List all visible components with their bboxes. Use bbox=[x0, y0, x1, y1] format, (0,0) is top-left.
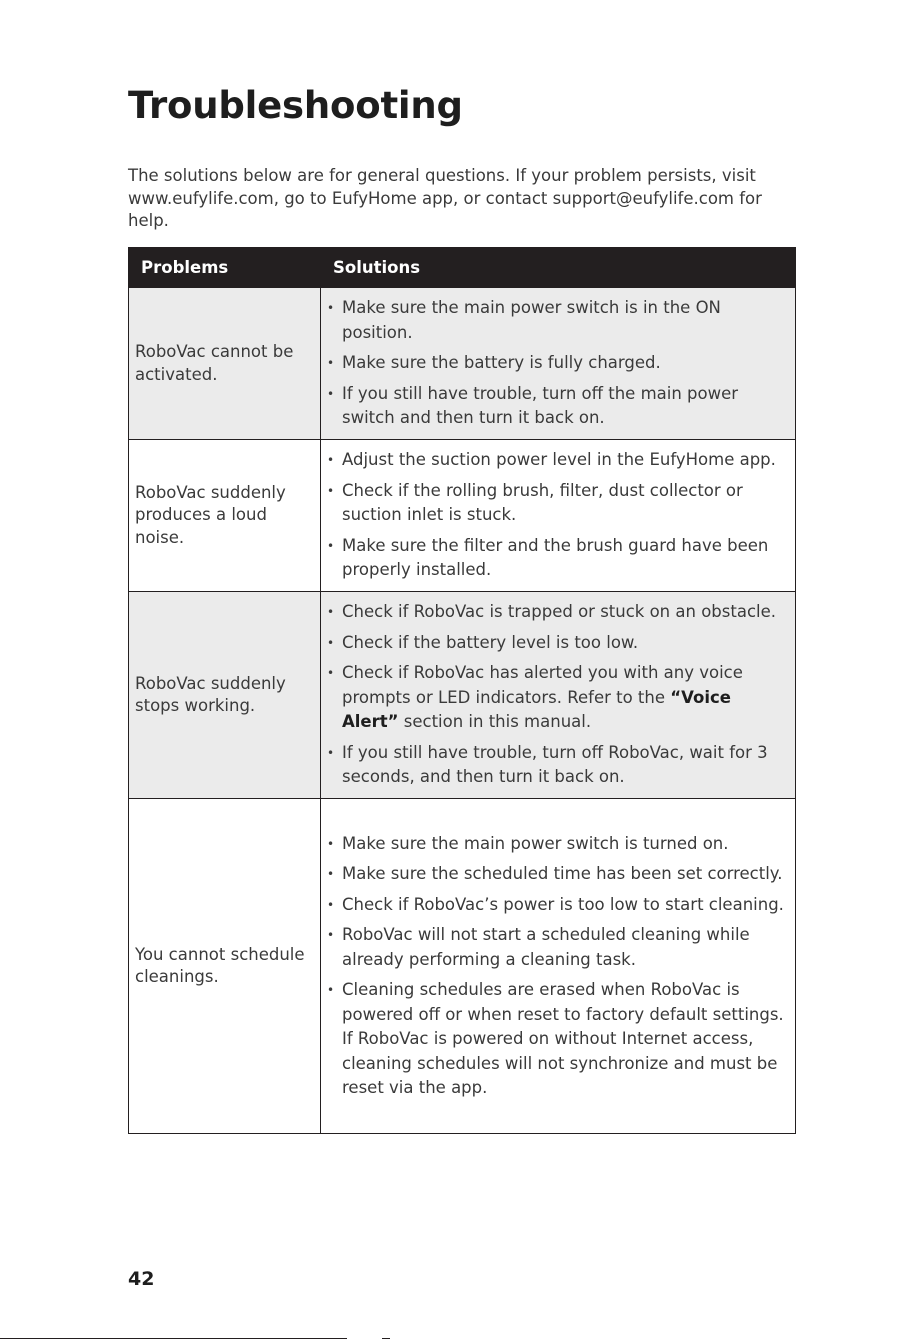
bullet-icon: • bbox=[327, 745, 335, 760]
bullet-icon: • bbox=[327, 538, 335, 553]
solution-item: • Make sure the main power switch is in the ON position. bbox=[327, 298, 721, 342]
solution-item: • If you still have trouble, turn off the main power switch and then turn it back on. bbox=[327, 383, 739, 428]
solution-list bbox=[327, 600, 789, 790]
solutions-cell bbox=[321, 440, 796, 592]
solution-list bbox=[327, 832, 789, 1101]
bullet-icon: • bbox=[327, 605, 335, 620]
voice-alert-reference: “Voice Alert” bbox=[342, 687, 731, 732]
bullet-icon: • bbox=[327, 867, 335, 881]
problem-cell: RoboVac suddenly stops working. bbox=[129, 592, 321, 799]
header-problems: Problems bbox=[129, 248, 321, 288]
problem-cell: RoboVac cannot be activated. bbox=[129, 288, 321, 440]
intro-paragraph: The solutions below are for general questions. If your problem persists, visit www.eufylife.com, go to EufyHome app, or contact support@eufylife.com for help. bbox=[128, 166, 762, 230]
solution-item: • Check if the rolling brush, filter, dust collector or suction inlet is stuck. bbox=[327, 480, 743, 525]
solutions-cell bbox=[321, 799, 796, 1134]
solution-item: • Make sure the filter and the brush guard have been properly installed. bbox=[327, 535, 769, 580]
bullet-icon: • bbox=[327, 928, 335, 942]
solution-item: • If you still have trouble, turn off RoboVac, wait for 3 seconds, and then turn it back on. bbox=[327, 742, 768, 787]
solutions-cell bbox=[321, 288, 796, 440]
table-row bbox=[129, 440, 796, 592]
bullet-icon: • bbox=[327, 301, 335, 316]
solutions-cell bbox=[321, 592, 796, 799]
header-solutions: Solutions bbox=[321, 248, 796, 288]
bullet-icon: • bbox=[327, 356, 335, 371]
page-number: 42 bbox=[128, 1268, 155, 1290]
table-row bbox=[129, 288, 796, 440]
bullet-icon: • bbox=[327, 836, 335, 851]
table-header-row bbox=[129, 248, 796, 288]
solution-item: • Check if RoboVac’s power is too low to start cleaning. bbox=[327, 893, 789, 918]
solution-item: • Adjust the suction power level in the EufyHome app. bbox=[327, 448, 789, 473]
solution-item: • Check if RoboVac has alerted you with any voice prompts or LED indicators. Refer to the “Voice Alert” section in this manual. bbox=[327, 663, 743, 732]
bullet-icon: • bbox=[327, 453, 335, 468]
bullet-icon: • bbox=[327, 635, 335, 650]
troubleshooting-table bbox=[128, 247, 796, 1134]
footer-mark bbox=[382, 1338, 390, 1339]
solution-item: • Make sure the scheduled time has been set correctly. bbox=[327, 862, 789, 887]
footer-rule bbox=[0, 1338, 347, 1339]
solution-item: • Make sure the battery is fully charged. bbox=[327, 351, 789, 376]
page-title: Troubleshooting bbox=[128, 84, 463, 127]
solution-item: • Check if RoboVac is trapped or stuck on an obstacle. bbox=[327, 600, 789, 625]
bullet-icon: • bbox=[327, 666, 335, 681]
solution-item: • Check if the battery level is too low. bbox=[327, 631, 789, 656]
solution-list bbox=[327, 448, 789, 583]
table-row bbox=[129, 799, 796, 1134]
bullet-icon: • bbox=[327, 897, 335, 912]
problem-cell: RoboVac suddenly produces a loud noise. bbox=[129, 440, 321, 592]
solution-item: • Cleaning schedules are erased when RoboVac is powered off or when reset to factory default settings. If RoboVac is powered on without Internet access, cleaning schedules will not synchronize and must be reset via the app. bbox=[327, 980, 784, 1097]
solution-item: • Make sure the main power switch is turned on. bbox=[327, 832, 789, 857]
bullet-icon: • bbox=[327, 386, 335, 401]
problem-cell: You cannot schedule cleanings. bbox=[129, 799, 321, 1134]
bullet-icon: • bbox=[327, 983, 335, 997]
table-row bbox=[129, 592, 796, 799]
bullet-icon: • bbox=[327, 483, 335, 498]
solution-list bbox=[327, 296, 789, 431]
solution-item: • RoboVac will not start a scheduled cleaning while already performing a cleaning task. bbox=[327, 925, 750, 969]
